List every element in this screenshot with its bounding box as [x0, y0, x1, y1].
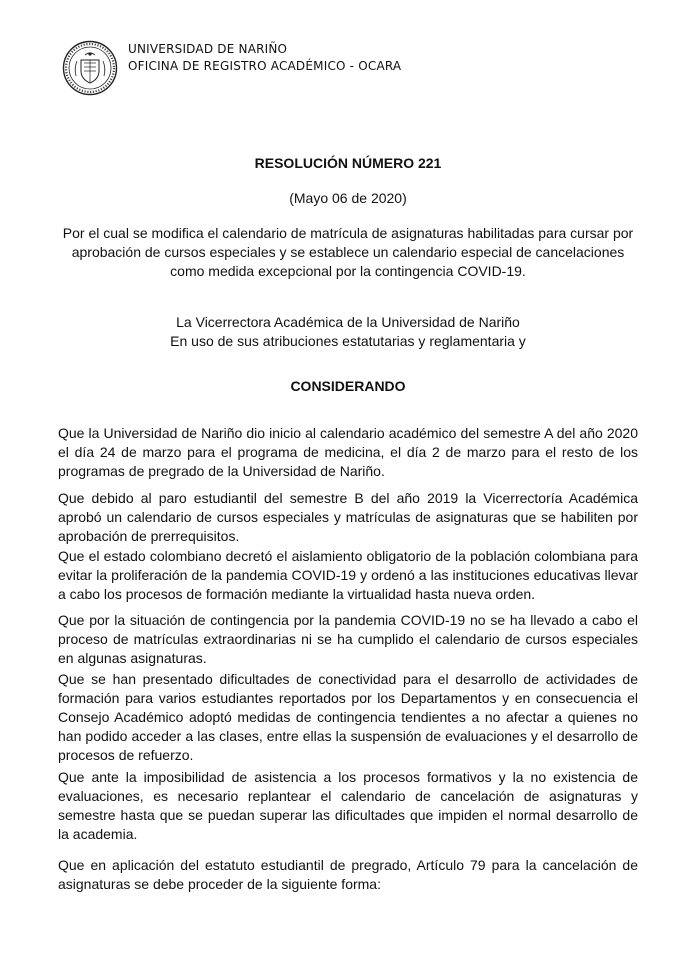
office-name: OFICINA DE REGISTRO ACADÉMICO - OCARA: [128, 59, 402, 73]
authority-line-2: En uso de sus atribuciones estatutarias y reglamentaria y: [170, 333, 526, 349]
considerando-paragraph-2: Que debido al paro estudiantil del semestre B del año 2019 la Vicerrectoría Académica aprobó un calendario de cursos especiales y matrículas de asignaturas que se habiliten por aprobación de prerrequisitos.: [58, 490, 638, 544]
authority-line-1: La Vicerrectora Académica de la Universidad de Nariño: [176, 314, 520, 330]
considerando-paragraph-5: Que se han presentado dificultades de conectividad para el desarrollo de actividades de formación para varios estudiantes reportados por los Departamentos y en consecuencia el Consejo Académico adoptó medidas de contingencia tendientes a no afectar a quienes no han podido acceder a las clases, entre ellas la suspensión de evaluaciones y el desarrollo de procesos de refuerzo.: [58, 671, 638, 763]
institution-block: [128, 41, 468, 75]
considerando-paragraph-3: Que el estado colombiano decretó el aislamiento obligatorio de la población colombiana para evitar la proliferación de la pandemia COVID-19 y ordenó a las instituciones educativas llevar a cabo los procesos de formación mediante la virtualidad hasta nueva orden.: [58, 548, 638, 602]
considerando-paragraph-1: Que la Universidad de Nariño dio inicio al calendario académico del semestre A del año 2020 el día 24 de marzo para el programa de medicina, el día 2 de marzo para el resto de los programas de pregrado de la Universidad de Nariño.: [58, 425, 638, 479]
resolution-title: RESOLUCIÓN NÚMERO 221: [254, 155, 442, 171]
considerando-paragraph-7: Que en aplicación del estatuto estudiantil de pregrado, Artículo 79 para la cancelación de asignaturas se debe proceder de la siguiente forma:: [58, 857, 638, 892]
considerando-paragraph-4: Que por la situación de contingencia por la pandemia COVID-19 no se ha llevado a cabo el proceso de matrículas extraordinarias ni se ha cumplido el calendario de cursos especiales en algunas asignaturas.: [58, 612, 638, 666]
university-seal-icon: [62, 40, 118, 96]
resolution-date: (Mayo 06 de 2020): [289, 190, 407, 206]
university-name: UNIVERSIDAD DE NARIÑO: [128, 42, 288, 56]
resolution-summary: Por el cual se modifica el calendario de matrícula de asignaturas habilitadas para cursar por aprobación de cursos especiales y se establece un calendario especial de cancelaciones como medida excepcional por la contingencia COVID-19.: [62, 225, 634, 279]
considerando-paragraph-6: Que ante la imposibilidad de asistencia a los procesos formativos y la no existencia de evaluaciones, es necesario replantear el calendario de cancelación de asignaturas y semestre hasta que se puedan superar las dificultades que impiden el normal desarrollo de la academia.: [58, 769, 638, 842]
considerando-heading: CONSIDERANDO: [290, 378, 406, 394]
